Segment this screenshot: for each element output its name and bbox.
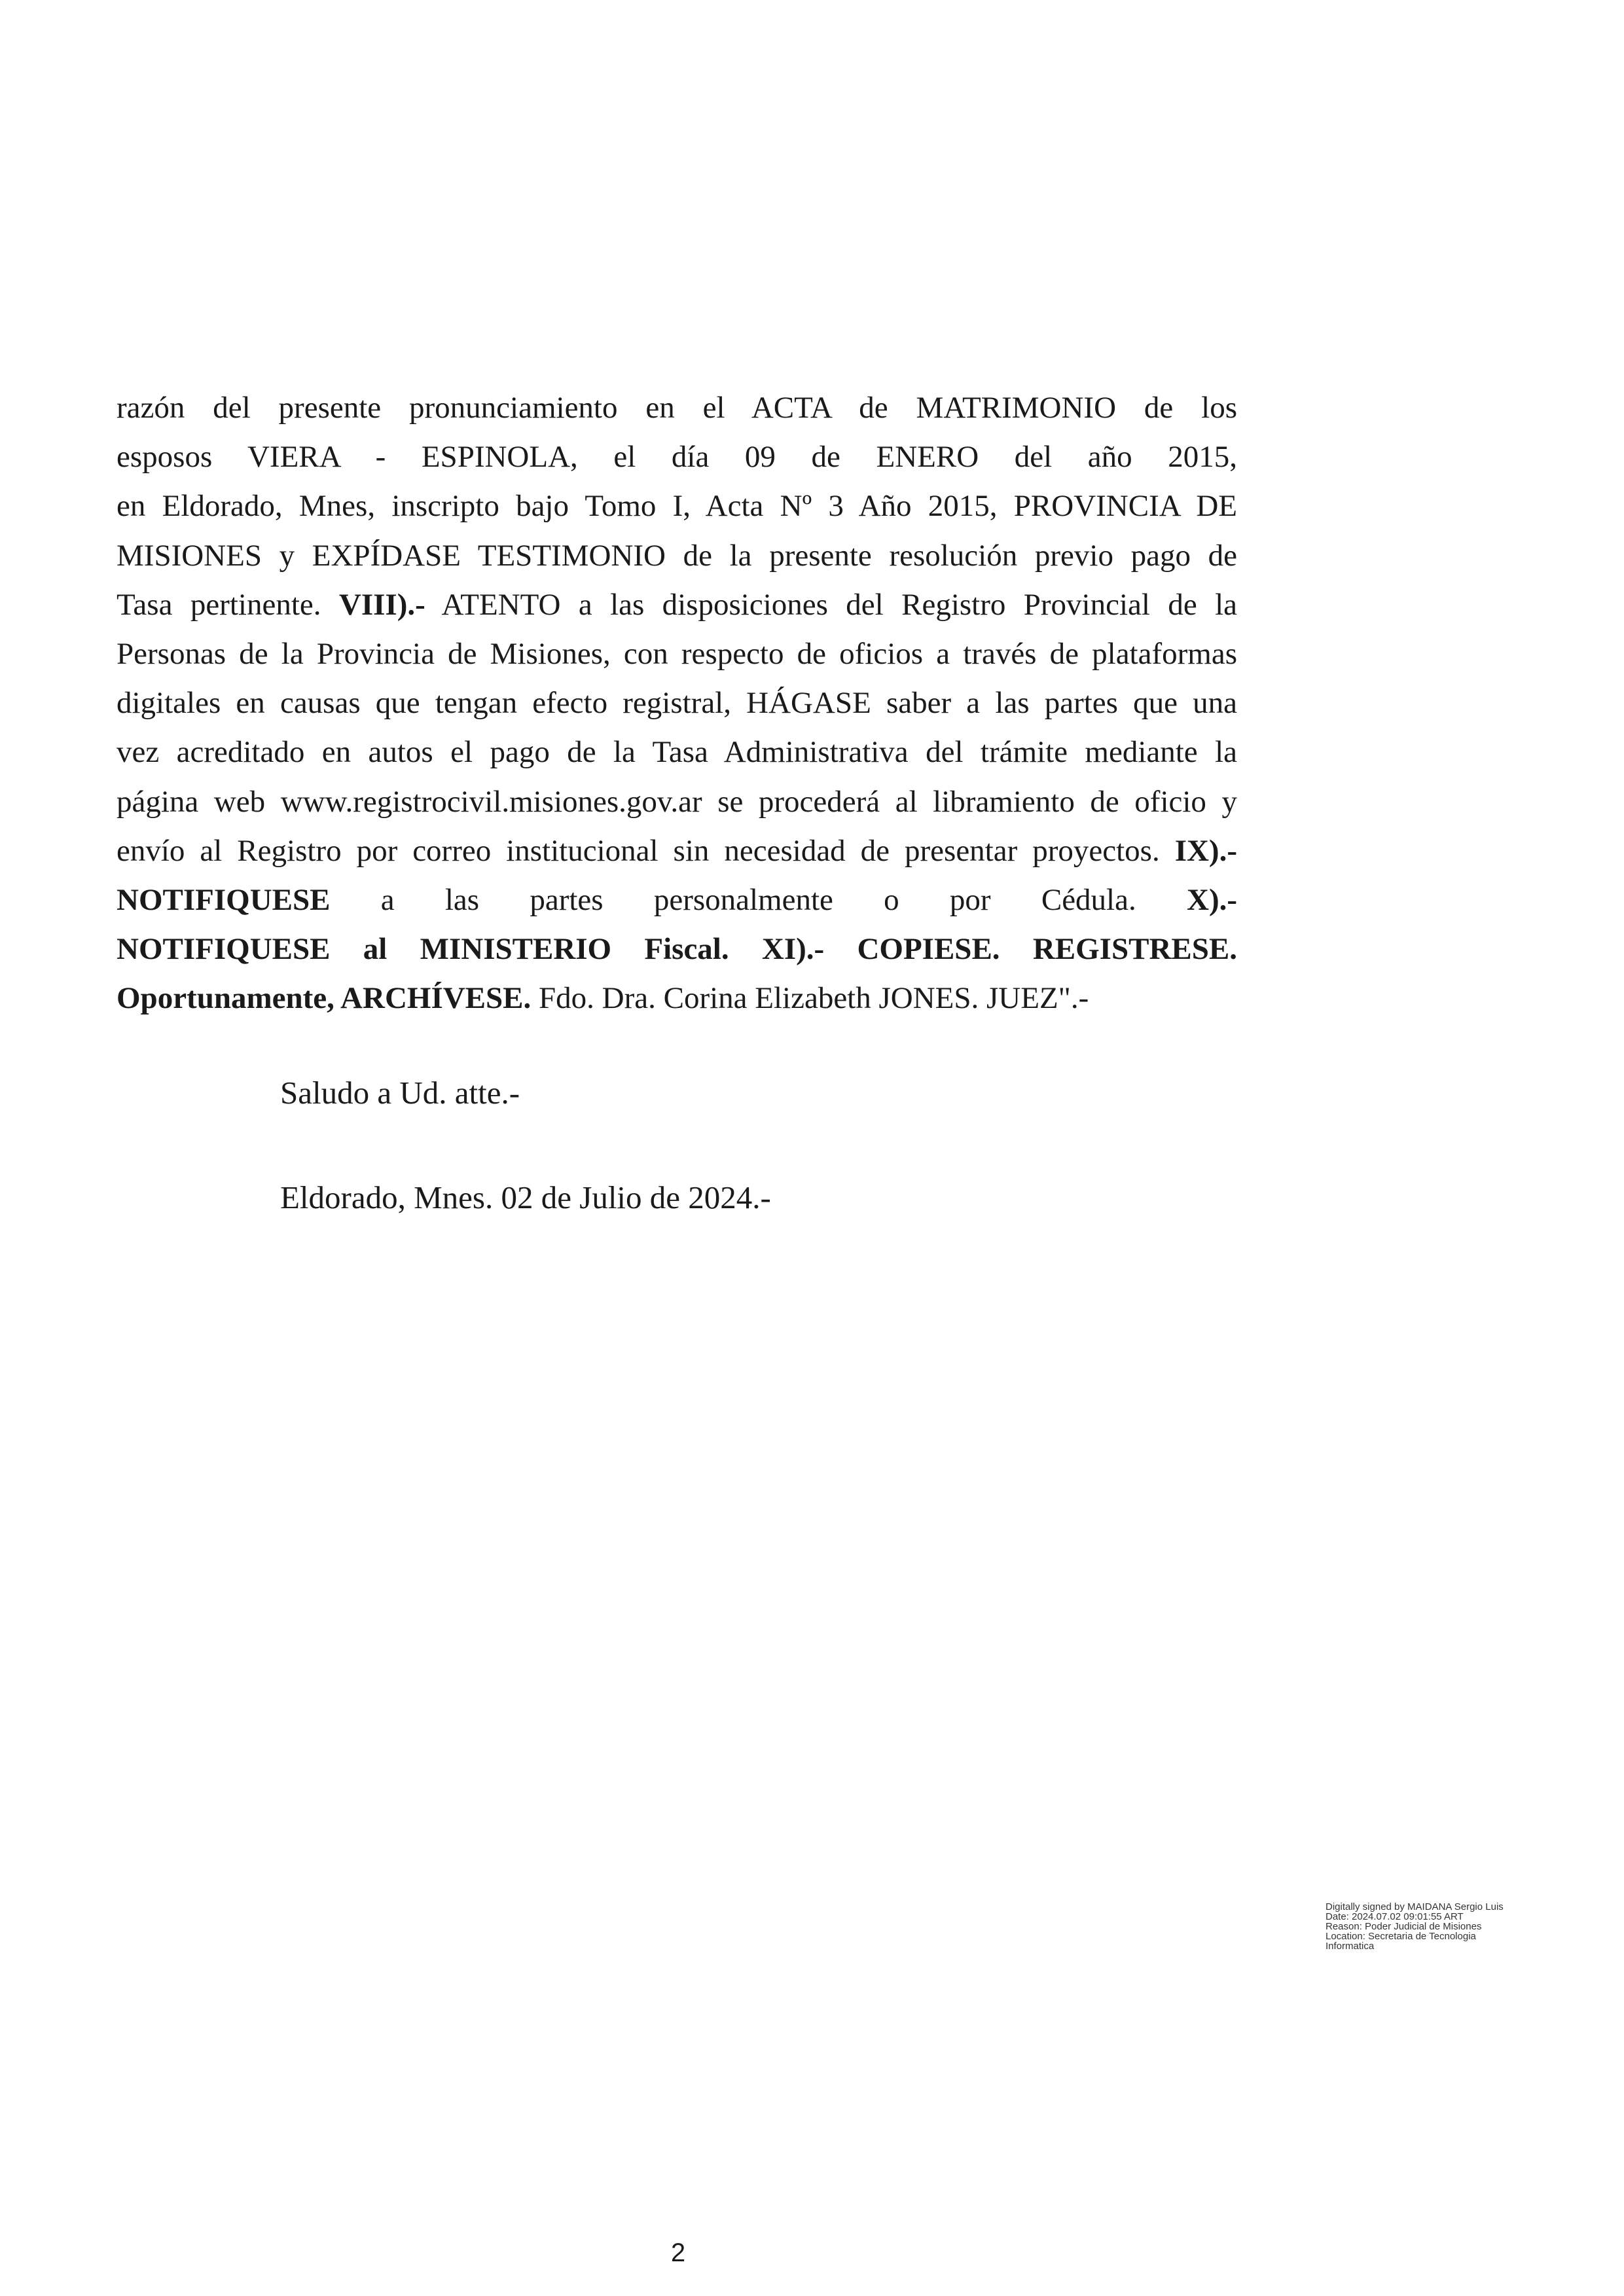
text-run: MISIONES y EXPÍDASE TESTIMONIO de la presente resolución previo pago de bbox=[117, 538, 1237, 573]
bold-text-run: NOTIFIQUESE al MINISTERIO Fiscal. XI).- COPIESE. REGISTRESE. bbox=[117, 932, 1237, 967]
digital-signature-stamp bbox=[1326, 1902, 1504, 1951]
date-line: Eldorado, Mnes. 02 de Julio de 2024.- bbox=[280, 1179, 771, 1215]
signature-date: Date: 2024.07.02 09:01:55 ART bbox=[1326, 1911, 1464, 1922]
text-run: Fdo. Dra. Corina Elizabeth JONES. JUEZ".- bbox=[531, 981, 1089, 1016]
text-run: en Eldorado, Mnes, inscripto bajo Tomo I, Acta Nº 3 Año 2015, PROVINCIA DE bbox=[117, 489, 1237, 524]
paragraph-line bbox=[117, 531, 1237, 581]
text-run: Personas de la Provincia de Misiones, con respecto de oficios a través de plataformas bbox=[117, 636, 1237, 671]
paragraph-line bbox=[117, 925, 1237, 974]
bold-text-run: VIII).- bbox=[338, 587, 425, 622]
paragraph-line bbox=[117, 679, 1237, 728]
bold-text-run: Oportunamente, ARCHÍVESE. bbox=[117, 981, 532, 1016]
paragraph-line bbox=[117, 433, 1237, 482]
paragraph-line bbox=[117, 778, 1237, 827]
resolution-paragraph bbox=[117, 384, 1237, 1023]
text-run: envío al Registro por correo institucional sin necesidad de presentar proyectos. bbox=[117, 833, 1175, 868]
text-run: razón del presente pronunciamiento en el ACTA de MATRIMONIO de los bbox=[117, 391, 1237, 425]
text-run: Tasa pertinente. bbox=[117, 587, 339, 622]
text-run: vez acreditado en autos el pago de la Tasa Administrativa del trámite mediante la bbox=[117, 735, 1237, 770]
page-number: 2 bbox=[670, 2238, 686, 2267]
paragraph-line bbox=[117, 482, 1237, 531]
bold-text-run: IX).- bbox=[1174, 833, 1237, 868]
greeting-text: Saludo a Ud. atte.- bbox=[280, 1075, 520, 1111]
signature-location-cont: Informatica bbox=[1326, 1941, 1375, 1952]
paragraph-line bbox=[117, 827, 1237, 876]
text-run: a las partes personalmente o por Cédula. bbox=[330, 882, 1187, 917]
paragraph-line bbox=[117, 384, 1237, 433]
text-run: ATENTO a las disposiciones del Registro Provincial de la bbox=[425, 587, 1237, 622]
paragraph-line bbox=[117, 630, 1237, 679]
paragraph-line bbox=[117, 581, 1237, 630]
signature-location: Location: Secretaria de Tecnologia bbox=[1326, 1931, 1476, 1942]
paragraph-line bbox=[117, 876, 1237, 925]
signature-signed-by: Digitally signed by MAIDANA Sergio Luis bbox=[1326, 1901, 1504, 1912]
paragraph-line bbox=[117, 728, 1237, 777]
text-run: página web www.registrocivil.misiones.gov.ar se procederá al libramiento de oficio y bbox=[117, 784, 1237, 819]
text-run: digitales en causas que tengan efecto registral, HÁGASE saber a las partes que una bbox=[117, 686, 1237, 721]
bold-text-run: X).- bbox=[1187, 882, 1237, 917]
signature-reason: Reason: Poder Judicial de Misiones bbox=[1326, 1921, 1482, 1932]
bold-text-run: NOTIFIQUESE bbox=[117, 882, 331, 917]
text-run: esposos VIERA - ESPINOLA, el día 09 de ENERO del año 2015, bbox=[117, 440, 1237, 475]
paragraph-line bbox=[117, 974, 1237, 1023]
